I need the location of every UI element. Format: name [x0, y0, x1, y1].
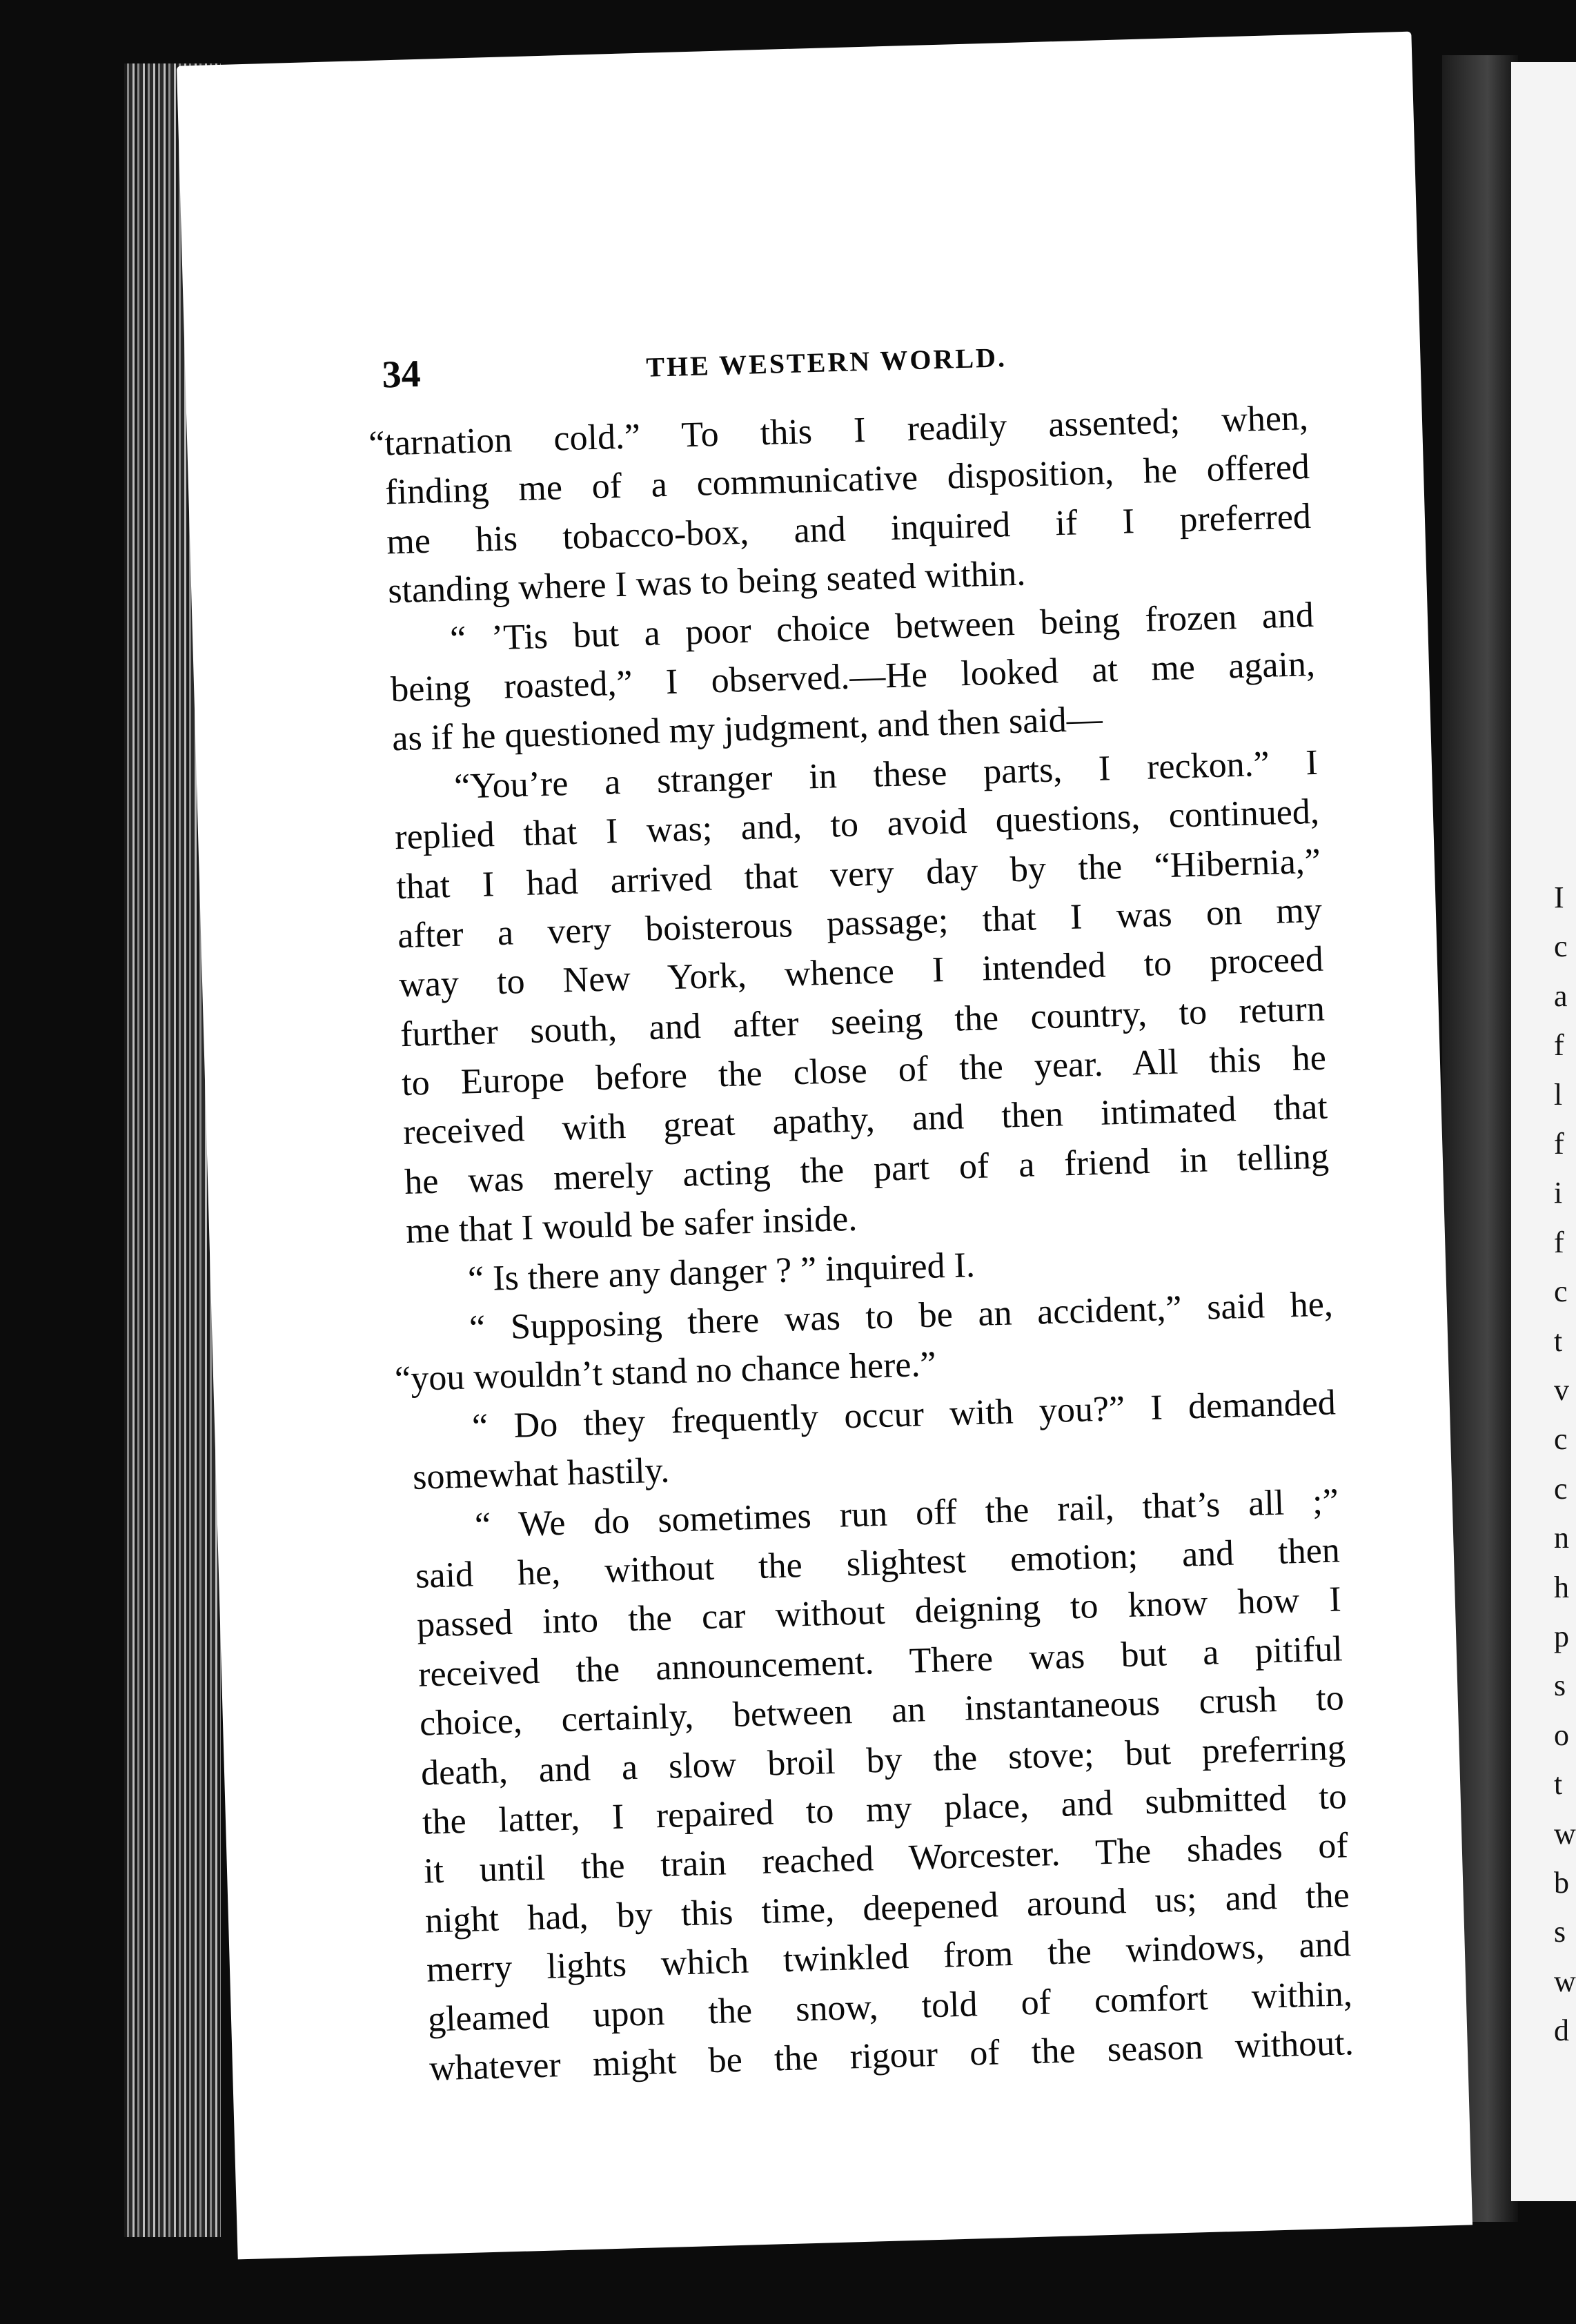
text-line: “ Supposing there was to be an accident,” said he, [469, 1284, 1334, 1348]
text-line: received the announcement. There was but a pitiful [417, 1629, 1343, 1695]
text-line: “ We do sometimes run off the rail, that’s all ;” [474, 1481, 1339, 1545]
text-line: further south, and after seeing the country, to return [400, 989, 1326, 1054]
text-line: that I had arrived that very day by the “Hibernia,” [395, 841, 1321, 907]
text-line: me that I would be safer inside. [405, 1199, 858, 1252]
facing-page-letter: n [1554, 1521, 1569, 1555]
text-line: gleamed upon the snow, told of comfort within, [427, 1973, 1353, 2040]
body-text [368, 393, 1355, 2094]
text-line: night had, by this time, deepened around us; and the [424, 1875, 1350, 1941]
text-line: after a very boisterous passage; that I was on my [397, 890, 1323, 956]
text-line: to Europe before the close of the year. All this he [401, 1038, 1327, 1104]
facing-page-letter: a [1554, 978, 1568, 1013]
text-line: me his tobacco-box, and inquired if I preferred [386, 496, 1312, 562]
book-page [177, 32, 1472, 2260]
text-line: he was merely acting the part of a friend in telling [404, 1136, 1330, 1202]
text-line: choice, certainly, between an instantaneous crush to [419, 1678, 1345, 1744]
text-line: said he, without the slightest emotion; and then [415, 1530, 1341, 1596]
facing-page-letter: f [1554, 1028, 1564, 1063]
facing-page-letter: f [1554, 1225, 1564, 1259]
text-line: passed into the car without deigning to know how I [416, 1579, 1342, 1646]
text-line: as if he questioned my judgment, and then said— [391, 699, 1103, 759]
facing-page-letter: o [1554, 1717, 1569, 1752]
running-head: THE WESTERN WORLD. [645, 342, 1007, 383]
text-line: merry lights which twinkled from the windows, and [426, 1924, 1352, 1990]
facing-page-letter: t [1554, 1323, 1563, 1358]
text-line: somewhat hastily. [412, 1450, 670, 1498]
facing-page-letter: h [1554, 1570, 1569, 1604]
facing-page-letter: b [1554, 1866, 1569, 1900]
facing-page-letter: v [1554, 1373, 1569, 1407]
facing-page-letter: w [1554, 1816, 1576, 1851]
text-line: standing where I was to being seated within. [387, 553, 1026, 611]
facing-page-letter: f [1554, 1127, 1564, 1161]
text-line: being roasted,” I observed.—He looked at me again, [390, 644, 1316, 710]
text-line: replied that I was; and, to avoid questions, continued, [394, 791, 1320, 858]
text-line: “ Do they frequently occur with you?” I demanded [471, 1383, 1337, 1447]
text-line: “ Is there any danger ? ” inquired I. [467, 1245, 976, 1299]
text-line: it until the train reached Worcester. The shades of [423, 1826, 1349, 1891]
facing-page-letter: c [1554, 1274, 1568, 1309]
page-number: 34 [381, 352, 422, 397]
text-line: received with great apathy, and then intimated that [402, 1087, 1328, 1153]
facing-page-letter: c [1554, 1471, 1568, 1506]
facing-page-letter: c [1554, 929, 1568, 964]
text-line: “You’re a stranger in these parts, I reckon.” I [453, 742, 1319, 807]
facing-page-letter: I [1554, 880, 1564, 914]
text-line: “ ’Tis but a poor choice between being frozen and [449, 595, 1314, 659]
text-line: death, and a slow broil by the stove; but preferring [420, 1727, 1346, 1793]
facing-page-letter: l [1554, 1077, 1563, 1112]
facing-page-letter: p [1554, 1619, 1569, 1653]
facing-page-letter: w [1554, 1964, 1576, 1998]
text-line: “tarnation cold.” To this I readily assented; when, [368, 398, 1309, 464]
text-line: way to New York, whence I intended to proceed [398, 940, 1324, 1005]
facing-page-letter: t [1554, 1767, 1563, 1802]
facing-page-letter: d [1554, 2013, 1569, 2048]
facing-page-letter: s [1554, 1668, 1566, 1703]
text-line: whatever might be the rigour of the season without. [429, 2023, 1355, 2089]
text-line: “you wouldn’t stand no chance here.” [394, 1345, 937, 1399]
text-line: finding me of a communicative disposition, he offered [384, 447, 1310, 513]
facing-page-letter: s [1554, 1915, 1566, 1949]
page-header [382, 328, 1280, 408]
facing-page-letter: c [1554, 1422, 1568, 1457]
facing-page-letter: i [1554, 1176, 1563, 1210]
text-line: the latter, I repaired to my place, and submitted to [422, 1777, 1348, 1842]
